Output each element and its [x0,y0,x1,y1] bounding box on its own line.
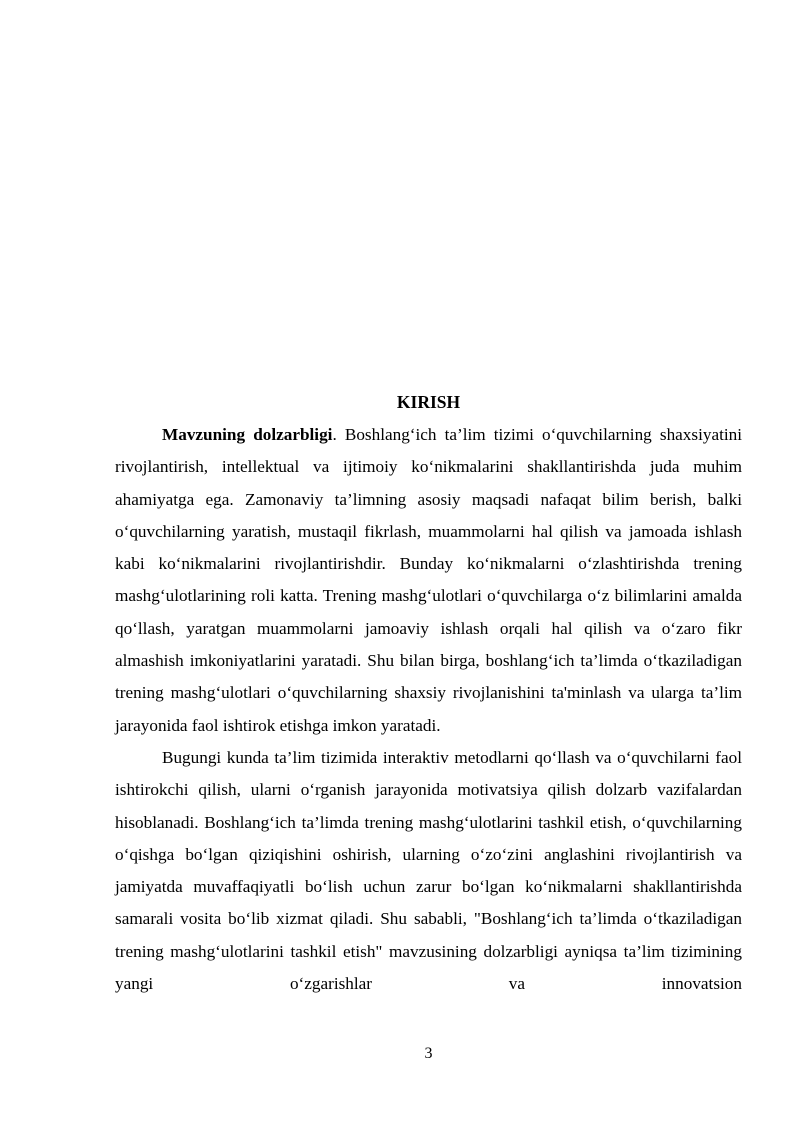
paragraph-lead: Mavzuning dolzarbligi [162,425,333,444]
page-number: 3 [424,1045,433,1062]
section-heading: KIRISH [396,392,461,412]
paragraph-lead-punct: . [332,425,337,444]
paragraph-text: Boshlang‘ich ta’lim tizimi o‘quvchilarning shaxsiyatini rivojlantirish, intellektual va ijtimoiy ko‘nikmalarini shakllantirishda juda muhim ahamiyatga ega. Zamonaviy ta’limning asosiy maqsadi nafaqat bilim berish, balki o‘quvchilarning yaratish, mustaqil fikrlash, muammolarni hal qilish va jamoada ishlash kabi ko‘nikmalarini rivojlantirishdir. Bunday ko‘nikmalarni o‘zlashtirishda trening mashg‘ulotlarining roli katta. Trening mashg‘ulotlari o‘quvchilarga o‘z bilimlarini amalda qo‘llash, yaratgan muammolarni jamoaviy ishlash orqali hal qilish va o‘zaro fikr almashish imkoniyatlarini yaratadi. Shu bilan birga, boshlang‘ich ta’limda o‘tkaziladigan trening mashg‘ulotlari o‘quvchilarning shaxsiy rivojlanishini ta'minlash va ularga ta’lim jarayonida faol ishtirok etishga imkon yaratadi. [115,425,742,735]
body-text [115,419,742,1000]
paragraph-relevance [115,419,742,742]
paragraph-current-state: Bugungi kunda ta’lim tizimida interaktiv metodlarni qo‘llash va o‘quvchilarni faol ishtirokchi qilish, ularni o‘rganish jarayonida motivatsiya qilish dolzarb vazifalardan hisoblanadi. Boshlang‘ich ta’limda trening mashg‘ulotlarini tashkil etish, o‘quvchilarning o‘qishga bo‘lgan qiziqishini oshirish, ularning o‘zo‘zini anglashini rivojlantirish va jamiyatda muvaffaqiyatli bo‘lish uchun zarur bo‘lgan ko‘nikmalarni shakllantirishda samarali vosita bo‘lib xizmat qiladi. Shu sababli, "Boshlang‘ich ta’limda o‘tkaziladigan trening mashg‘ulotlarini tashkil etish" mavzusining dolzarbligi ayniqsa ta’lim tizimining yangi o‘zgarishlar va innovatsion [115,747,742,994]
